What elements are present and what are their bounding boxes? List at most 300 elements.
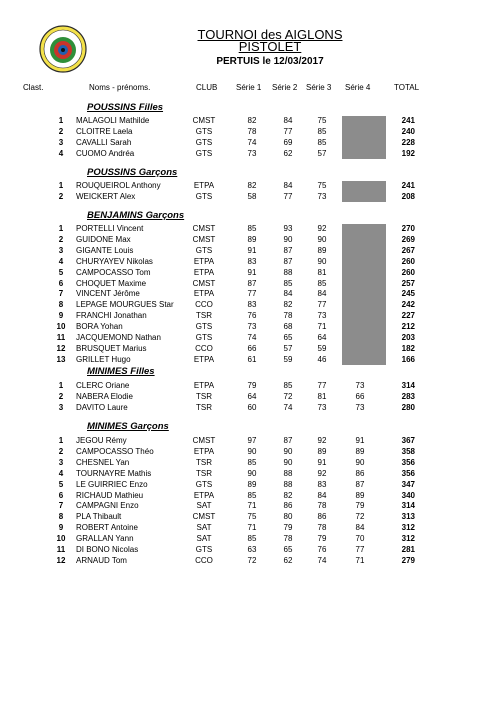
cell-name: CHOQUET Maxime xyxy=(76,278,147,288)
table-row xyxy=(0,479,500,490)
cell-s1: 82 xyxy=(247,116,257,125)
cell-s3: 79 xyxy=(317,534,327,544)
cell-s2: 86 xyxy=(283,501,293,511)
cell-rank: 11 xyxy=(56,545,66,554)
cell-s4: 77 xyxy=(355,545,365,554)
cell-s3: 81 xyxy=(317,391,327,401)
cell-club: TSR xyxy=(196,468,212,478)
table-row xyxy=(0,234,500,245)
cell-total: 314 xyxy=(401,501,415,511)
cell-total: 267 xyxy=(401,245,415,255)
cell-rank: 12 xyxy=(56,555,66,565)
cell-club: ETPA xyxy=(193,267,215,277)
cell-s3: 46 xyxy=(317,354,327,364)
cell-s3: 85 xyxy=(317,126,327,136)
cell-s3: 73 xyxy=(317,402,327,412)
col-header-rank: Clast. xyxy=(23,83,44,92)
cell-s3: 89 xyxy=(317,245,327,255)
cell-s1: 74 xyxy=(247,137,257,147)
cell-s2: 90 xyxy=(283,234,293,244)
cell-s2: 65 xyxy=(283,545,293,554)
cell-rank: 3 xyxy=(58,457,64,467)
cell-club: ETPA xyxy=(193,181,215,190)
cell-s2: 69 xyxy=(283,137,293,147)
cell-s1: 63 xyxy=(247,545,257,554)
table-row xyxy=(0,555,500,566)
cell-s3: 92 xyxy=(317,436,327,445)
cell-name: LE GUIRRIEC Enzo xyxy=(76,479,148,489)
cell-s3: 90 xyxy=(317,234,327,244)
cell-club: GTS xyxy=(195,137,213,147)
document-title: TOURNOI des AIGLONS xyxy=(197,27,343,42)
cell-club: CCO xyxy=(195,555,213,565)
cell-s2: 78 xyxy=(283,534,293,544)
cell-rank: 3 xyxy=(58,245,64,255)
cell-s2: 84 xyxy=(283,289,293,299)
cell-total: 241 xyxy=(401,181,415,190)
cell-s2: 62 xyxy=(283,555,293,565)
cell-club: ETPA xyxy=(193,381,215,390)
col-header-s4: Série 4 xyxy=(345,83,371,92)
cell-s4: 89 xyxy=(355,446,365,456)
cell-rank: 7 xyxy=(58,501,64,511)
cell-name: CLERC Oriane xyxy=(76,381,130,390)
cell-s1: 73 xyxy=(247,148,257,158)
cell-s1: 91 xyxy=(247,267,257,277)
table-row xyxy=(0,343,500,354)
cell-rank: 10 xyxy=(56,534,66,544)
table-row xyxy=(0,332,500,343)
table-row xyxy=(0,191,500,202)
cell-s2: 88 xyxy=(283,468,293,478)
cell-rank: 4 xyxy=(58,148,64,158)
cell-s2: 79 xyxy=(283,523,293,533)
cell-s1: 82 xyxy=(247,181,257,190)
cell-name: CLOITRE Laela xyxy=(76,126,133,136)
cell-name: GUIDONE Max xyxy=(76,234,131,244)
cell-name: PLA Thibault xyxy=(76,512,122,522)
cell-s1: 90 xyxy=(247,468,257,478)
cell-s2: 57 xyxy=(283,343,293,353)
cell-s3: 89 xyxy=(317,446,327,456)
cell-name: GRALLAN Yann xyxy=(76,534,134,544)
cell-s2: 77 xyxy=(283,126,293,136)
cell-total: 228 xyxy=(401,137,415,147)
cell-club: GTS xyxy=(195,191,213,201)
cell-s1: 85 xyxy=(247,457,257,467)
cell-s3: 91 xyxy=(317,457,327,467)
cell-total: 241 xyxy=(401,116,415,125)
cell-club: GTS xyxy=(195,126,213,136)
cell-total: 192 xyxy=(401,148,415,158)
cell-name: TOURNAYRE Mathis xyxy=(76,468,152,478)
table-row xyxy=(0,402,500,413)
table-row xyxy=(0,544,500,555)
cell-s1: 61 xyxy=(247,354,257,364)
cell-club: SAT xyxy=(196,501,212,511)
cell-s3: 77 xyxy=(317,300,327,310)
cell-rank: 4 xyxy=(58,468,64,478)
cell-s1: 77 xyxy=(247,289,257,299)
cell-s1: 85 xyxy=(247,534,257,544)
cell-rank: 1 xyxy=(58,116,64,125)
table-row xyxy=(0,115,500,126)
cell-name: CAMPOCASSO Tom xyxy=(76,267,151,277)
cell-rank: 10 xyxy=(56,322,66,332)
cell-club: CMST xyxy=(192,278,216,288)
cell-total: 240 xyxy=(401,126,415,136)
cell-s2: 62 xyxy=(283,148,293,158)
cell-club: SAT xyxy=(196,523,212,533)
cell-total: 260 xyxy=(401,256,415,266)
cell-s2: 82 xyxy=(283,300,293,310)
cell-total: 212 xyxy=(401,322,415,332)
cell-rank: 8 xyxy=(58,512,64,522)
cell-s2: 85 xyxy=(283,278,293,288)
cell-s4: 72 xyxy=(355,512,365,522)
cell-rank: 3 xyxy=(58,402,64,412)
cell-total: 257 xyxy=(401,278,415,288)
cell-s3: 92 xyxy=(317,224,327,233)
cell-s1: 89 xyxy=(247,479,257,489)
cell-s2: 87 xyxy=(283,245,293,255)
cell-rank: 6 xyxy=(58,278,64,288)
table-row xyxy=(0,267,500,278)
cell-club: TSR xyxy=(196,311,212,321)
cell-name: CAMPAGNI Enzo xyxy=(76,501,139,511)
cell-club: CMST xyxy=(192,436,216,445)
cell-s4: 87 xyxy=(355,479,365,489)
cell-total: 313 xyxy=(401,512,415,522)
cell-s3: 77 xyxy=(317,381,327,390)
cell-s4: 90 xyxy=(355,457,365,467)
cell-rank: 5 xyxy=(58,267,64,277)
cell-club: ETPA xyxy=(193,256,215,266)
cell-s3: 78 xyxy=(317,523,327,533)
table-row xyxy=(0,391,500,402)
table-row xyxy=(0,245,500,256)
table-row xyxy=(0,533,500,544)
cell-rank: 2 xyxy=(58,191,64,201)
cell-name: CHESNEL Yan xyxy=(76,457,130,467)
cell-s1: 79 xyxy=(247,381,257,390)
cell-s1: 87 xyxy=(247,278,257,288)
cell-rank: 11 xyxy=(56,333,66,342)
cell-s3: 74 xyxy=(317,555,327,565)
cell-total: 166 xyxy=(401,354,415,364)
cell-s1: 91 xyxy=(247,245,257,255)
cell-total: 280 xyxy=(401,402,415,412)
cell-s3: 59 xyxy=(317,343,327,353)
cell-s4: 73 xyxy=(355,402,365,412)
cell-total: 358 xyxy=(401,446,415,456)
cell-s4: 71 xyxy=(355,555,365,565)
cell-club: ETPA xyxy=(193,446,215,456)
cell-name: MALAGOLI Mathilde xyxy=(76,116,150,125)
cell-s3: 84 xyxy=(317,289,327,299)
cell-s4: 91 xyxy=(355,436,365,445)
cell-s3: 78 xyxy=(317,501,327,511)
table-row xyxy=(0,354,500,365)
cell-club: CMST xyxy=(192,224,216,233)
cell-s1: 71 xyxy=(247,523,257,533)
col-header-s3: Série 3 xyxy=(306,83,332,92)
cell-s1: 71 xyxy=(247,501,257,511)
cell-name: CAMPOCASSO Théo xyxy=(76,446,154,456)
cell-name: JACQUEMOND Nathan xyxy=(76,333,161,342)
cell-s3: 92 xyxy=(317,468,327,478)
cell-s1: 58 xyxy=(247,191,257,201)
category-title: POUSSINS Garçons xyxy=(87,167,178,178)
cell-s1: 74 xyxy=(247,333,257,342)
table-row xyxy=(0,457,500,468)
cell-name: GIGANTE Louis xyxy=(76,245,134,255)
cell-name: CHURYAYEV Nikolas xyxy=(76,256,153,266)
col-header-total: TOTAL xyxy=(394,83,420,92)
cell-club: TSR xyxy=(196,391,212,401)
cell-s2: 80 xyxy=(283,512,293,522)
cell-total: 314 xyxy=(401,381,415,390)
cell-club: ETPA xyxy=(193,289,215,299)
table-row xyxy=(0,490,500,501)
table-row xyxy=(0,435,500,446)
cell-club: GTS xyxy=(195,322,213,332)
cell-s1: 66 xyxy=(247,343,257,353)
cell-s4: 70 xyxy=(355,534,365,544)
table-row xyxy=(0,256,500,267)
table-row xyxy=(0,288,500,299)
cell-total: 208 xyxy=(401,191,415,201)
cell-club: GTS xyxy=(195,148,213,158)
cell-s2: 88 xyxy=(283,267,293,277)
cell-rank: 8 xyxy=(58,300,64,310)
cell-rank: 12 xyxy=(56,343,66,353)
cell-total: 242 xyxy=(401,300,415,310)
cell-s2: 93 xyxy=(283,224,293,233)
cell-s3: 83 xyxy=(317,479,327,489)
cell-rank: 3 xyxy=(58,137,64,147)
cell-total: 245 xyxy=(401,289,415,299)
category-title: MINIMES Garçons xyxy=(87,421,169,432)
cell-name: JEGOU Rémy xyxy=(76,436,127,445)
table-row xyxy=(0,446,500,457)
cell-rank: 1 xyxy=(58,181,64,190)
table-row xyxy=(0,126,500,137)
cell-name: FRANCHI Jonathan xyxy=(76,311,147,321)
col-header-name: Noms - prénoms. xyxy=(89,83,151,92)
cell-s2: 68 xyxy=(283,322,293,332)
cell-s2: 78 xyxy=(283,311,293,321)
cell-s2: 77 xyxy=(283,191,293,201)
table-row xyxy=(0,180,500,191)
cell-s2: 82 xyxy=(283,490,293,500)
cell-total: 203 xyxy=(401,333,415,342)
table-row xyxy=(0,148,500,159)
cell-name: PORTELLI Vincent xyxy=(76,224,144,233)
cell-club: CCO xyxy=(195,343,213,353)
category-title: POUSSINS Filles xyxy=(87,102,164,113)
cell-s3: 64 xyxy=(317,333,327,342)
cell-total: 281 xyxy=(401,545,415,554)
cell-s4: 79 xyxy=(355,501,365,511)
cell-name: GRILLET Hugo xyxy=(76,354,131,364)
category-title: BENJAMINS Garçons xyxy=(87,210,185,221)
cell-s2: 74 xyxy=(283,402,293,412)
cell-s1: 72 xyxy=(247,555,257,565)
cell-s3: 86 xyxy=(317,512,327,522)
table-row xyxy=(0,310,500,321)
cell-s1: 85 xyxy=(247,224,257,233)
cell-s2: 84 xyxy=(283,116,293,125)
cell-club: GTS xyxy=(195,245,213,255)
cell-club: GTS xyxy=(195,479,213,489)
cell-s1: 85 xyxy=(247,490,257,500)
cell-name: WEICKERT Alex xyxy=(76,191,136,201)
table-row xyxy=(0,380,500,391)
cell-s1: 73 xyxy=(247,322,257,332)
cell-s1: 75 xyxy=(247,512,257,522)
cell-club: ETPA xyxy=(193,354,215,364)
cell-club: CMST xyxy=(192,234,216,244)
cell-name: DI BONO Nicolas xyxy=(76,545,139,554)
cell-s3: 90 xyxy=(317,256,327,266)
cell-s2: 85 xyxy=(283,381,293,390)
cell-s1: 64 xyxy=(247,391,257,401)
cell-s2: 72 xyxy=(283,391,293,401)
cell-rank: 6 xyxy=(58,490,64,500)
cell-s3: 73 xyxy=(317,191,327,201)
cell-name: VINCENT Jérôme xyxy=(76,289,140,299)
cell-name: BORA Yohan xyxy=(76,322,123,332)
cell-rank: 1 xyxy=(58,381,64,390)
cell-total: 356 xyxy=(401,457,415,467)
cell-s1: 60 xyxy=(247,402,257,412)
cell-s3: 85 xyxy=(317,278,327,288)
cell-rank: 1 xyxy=(58,224,64,233)
cell-name: RICHAUD Mathieu xyxy=(76,490,144,500)
cell-rank: 2 xyxy=(58,391,64,401)
cell-rank: 7 xyxy=(58,289,64,299)
table-row xyxy=(0,223,500,234)
cell-club: ETPA xyxy=(193,490,215,500)
cell-club: TSR xyxy=(196,402,212,412)
cell-s4: 84 xyxy=(355,523,365,533)
cell-total: 340 xyxy=(401,490,415,500)
cell-name: LEPAGE MOURGUES Star xyxy=(76,300,174,310)
cell-name: CUOMO Andréa xyxy=(76,148,135,158)
cell-s4: 73 xyxy=(355,381,365,390)
document-subtitle: PISTOLET xyxy=(238,39,302,54)
cell-rank: 2 xyxy=(58,234,64,244)
cell-s1: 89 xyxy=(247,234,257,244)
cell-rank: 1 xyxy=(58,436,64,445)
cell-s1: 76 xyxy=(247,311,257,321)
cell-s2: 87 xyxy=(283,436,293,445)
cell-s3: 75 xyxy=(317,116,327,125)
cell-rank: 2 xyxy=(58,446,64,456)
cell-club: GTS xyxy=(195,545,213,554)
cell-total: 367 xyxy=(401,436,415,445)
cell-s2: 59 xyxy=(283,354,293,364)
cell-club: CMST xyxy=(192,512,216,522)
cell-s1: 90 xyxy=(247,446,257,456)
cell-s2: 90 xyxy=(283,446,293,456)
cell-s2: 88 xyxy=(283,479,293,489)
cell-total: 312 xyxy=(401,534,415,544)
cell-s3: 57 xyxy=(317,148,327,158)
cell-total: 312 xyxy=(401,523,415,533)
cell-total: 260 xyxy=(401,267,415,277)
cell-name: ARNAUD Tom xyxy=(76,555,127,565)
cell-club: TSR xyxy=(196,457,212,467)
col-header-club: CLUB xyxy=(196,83,218,92)
cell-s4: 89 xyxy=(355,490,365,500)
cell-s2: 87 xyxy=(283,256,293,266)
cell-name: ROUQUEIROL Anthony xyxy=(76,181,161,190)
col-header-s2: Série 2 xyxy=(272,83,298,92)
table-row xyxy=(0,511,500,522)
cell-s1: 97 xyxy=(247,436,257,445)
cell-s3: 71 xyxy=(317,322,327,332)
cell-s3: 84 xyxy=(317,490,327,500)
cell-s3: 81 xyxy=(317,267,327,277)
cell-total: 283 xyxy=(401,391,415,401)
cell-rank: 9 xyxy=(58,523,64,533)
cell-total: 227 xyxy=(401,311,415,321)
cell-s3: 76 xyxy=(317,545,327,554)
cell-name: ROBERT Antoine xyxy=(76,523,138,533)
cell-rank: 9 xyxy=(58,311,64,321)
category-title: MINIMES Filles xyxy=(87,366,155,377)
table-row xyxy=(0,500,500,511)
cell-s1: 78 xyxy=(247,126,257,136)
table-row xyxy=(0,522,500,533)
cell-s3: 73 xyxy=(317,311,327,321)
cell-club: CCO xyxy=(195,300,213,310)
cell-rank: 13 xyxy=(56,354,66,364)
cell-s3: 75 xyxy=(317,181,327,190)
cell-club: CMST xyxy=(192,116,216,125)
cell-rank: 4 xyxy=(58,256,64,266)
cell-s2: 65 xyxy=(283,333,293,342)
cell-total: 356 xyxy=(401,468,415,478)
cell-total: 269 xyxy=(401,234,415,244)
cell-s2: 90 xyxy=(283,457,293,467)
cell-name: CAVALLI Sarah xyxy=(76,137,132,147)
cell-name: DAVITO Laure xyxy=(76,402,128,412)
cell-s3: 85 xyxy=(317,137,327,147)
cell-s1: 83 xyxy=(247,300,257,310)
table-row xyxy=(0,299,500,310)
table-row xyxy=(0,278,500,289)
cell-total: 347 xyxy=(401,479,415,489)
cell-s4: 86 xyxy=(355,468,365,478)
cell-s4: 66 xyxy=(355,391,365,401)
cell-total: 279 xyxy=(401,555,415,565)
cell-s1: 83 xyxy=(247,256,257,266)
table-row xyxy=(0,137,500,148)
col-header-s1: Série 1 xyxy=(236,83,262,92)
cell-s2: 84 xyxy=(283,181,293,190)
cell-rank: 2 xyxy=(58,126,64,136)
table-row xyxy=(0,468,500,479)
cell-name: BRUSQUET Marius xyxy=(76,343,147,353)
event-date: PERTUIS le 12/03/2017 xyxy=(216,56,324,67)
cell-club: GTS xyxy=(195,333,213,342)
cell-total: 270 xyxy=(401,224,415,233)
cell-total: 182 xyxy=(401,343,415,353)
cell-rank: 5 xyxy=(58,479,64,489)
